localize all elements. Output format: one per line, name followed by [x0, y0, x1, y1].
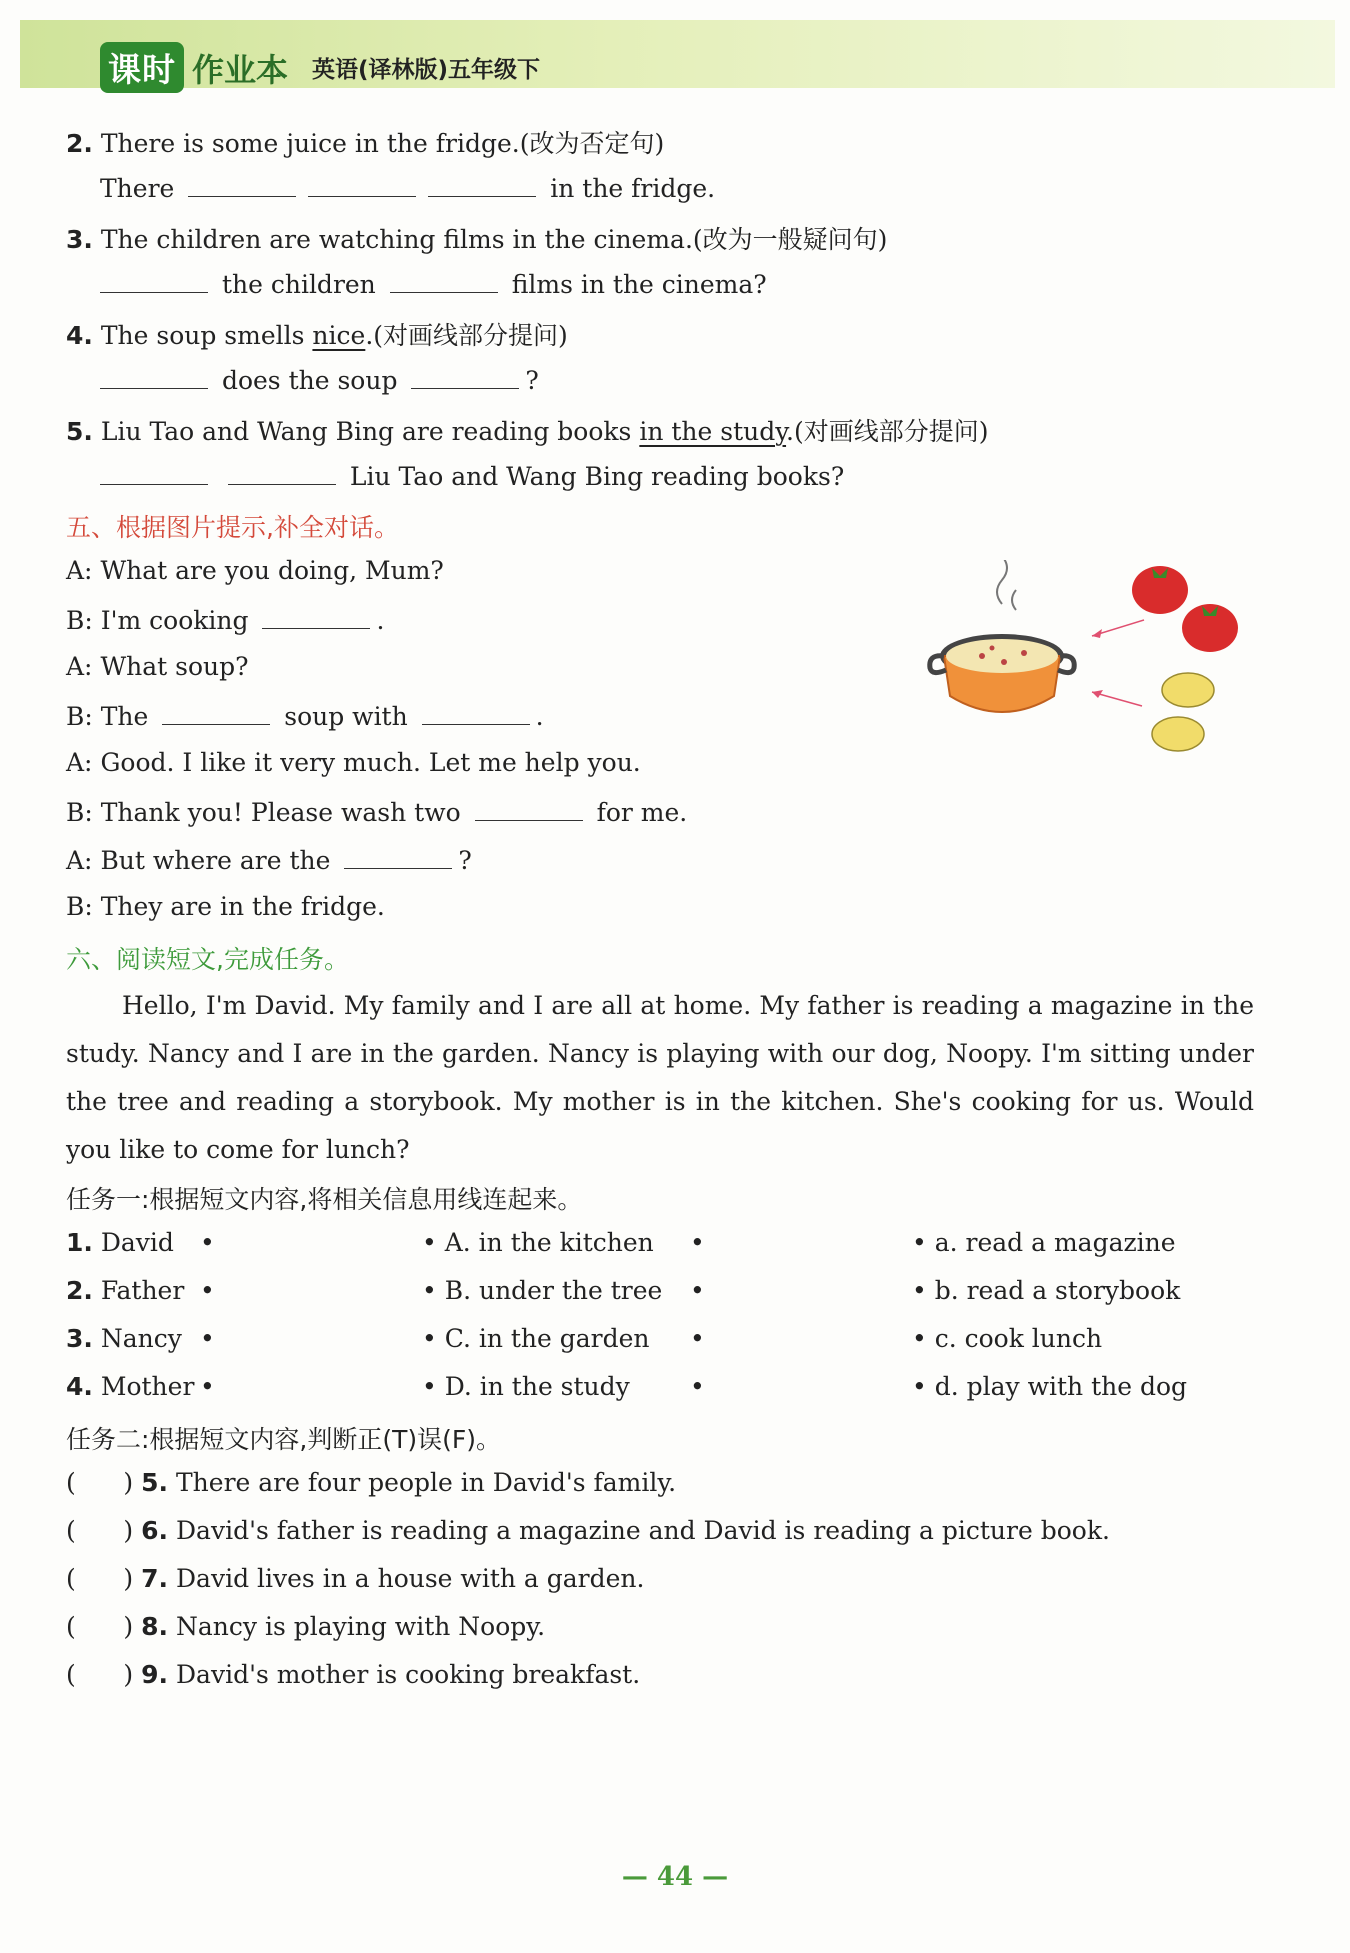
match-dot[interactable]: •: [200, 1324, 215, 1353]
dialogue-line: B: The soup with .: [66, 702, 544, 731]
brand-name: 作业本: [192, 50, 289, 89]
blank[interactable]: [390, 268, 498, 293]
blank[interactable]: [228, 460, 336, 485]
steam-icon: [997, 560, 1016, 610]
match-dot[interactable]: •: [200, 1372, 215, 1401]
question-5: 5. Liu Tao and Wang Bing are reading books in the study.(对画线部分提问): [66, 417, 989, 446]
match-dot[interactable]: •: [690, 1324, 705, 1353]
question-4: 4. The soup smells nice.(对画线部分提问): [66, 321, 568, 350]
blank[interactable]: [100, 364, 208, 389]
passage-text: Hello, I'm David. My family and I are all at home. My father is reading a magazine in the study. Nancy and I are in the garden. Nancy is playing with our dog, Noopy. I'm sitting under the tree and reading a storybook. My mother is in the kitchen. She's cooking for us. Would you like to come for lunch?: [66, 991, 1254, 1164]
arrow-icon: [1092, 620, 1144, 706]
answer-bracket[interactable]: ( ): [66, 1564, 134, 1593]
match-place[interactable]: • C. in the garden: [422, 1324, 650, 1353]
match-dot[interactable]: •: [690, 1276, 705, 1305]
blank[interactable]: [428, 172, 536, 197]
blank[interactable]: [308, 172, 416, 197]
dialogue-line: A: But where are the ?: [66, 846, 472, 875]
blank[interactable]: [262, 604, 370, 629]
potato-icon: [1152, 673, 1214, 751]
blank[interactable]: [100, 268, 208, 293]
blank[interactable]: [344, 844, 452, 869]
match-person[interactable]: 2. Father: [66, 1276, 185, 1305]
tomato-icon: [1132, 566, 1238, 652]
answer-bracket[interactable]: ( ): [66, 1516, 134, 1545]
reading-passage: [66, 982, 1254, 1174]
match-person[interactable]: 1. David: [66, 1228, 174, 1257]
tf-item: ( ) 7. David lives in a house with a garden.: [66, 1564, 645, 1593]
answer-bracket[interactable]: ( ): [66, 1612, 134, 1641]
section-6-title: 六、阅读短文,完成任务。: [66, 945, 349, 974]
match-dot[interactable]: •: [200, 1228, 215, 1257]
question-2: 2. There is some juice in the fridge.(改为否定句): [66, 129, 665, 158]
answer-bracket[interactable]: ( ): [66, 1468, 134, 1497]
dialogue-line: A: Good. I like it very much. Let me help you.: [66, 748, 641, 777]
blank[interactable]: [100, 460, 208, 485]
answer-line-3: the children films in the cinema?: [94, 268, 767, 299]
question-3: 3. The children are watching films in the cinema.(改为一般疑问句): [66, 225, 888, 254]
match-dot[interactable]: •: [690, 1228, 705, 1257]
blank[interactable]: [162, 700, 270, 725]
match-dot[interactable]: •: [690, 1372, 705, 1401]
dialogue-line: B: They are in the fridge.: [66, 892, 385, 921]
pot-icon: [930, 634, 1074, 712]
blank[interactable]: [411, 364, 519, 389]
tf-item: ( ) 5. There are four people in David's family.: [66, 1468, 677, 1497]
match-person[interactable]: 3. Nancy: [66, 1324, 182, 1353]
task-2-title: 任务二:根据短文内容,判断正(T)误(F)。: [66, 1425, 502, 1454]
dialogue-line: A: What soup?: [66, 652, 249, 681]
match-place[interactable]: • D. in the study: [422, 1372, 630, 1401]
answer-line-4: does the soup ?: [94, 364, 539, 395]
section-5-title: 五、根据图片提示,补全对话。: [66, 513, 399, 542]
match-action[interactable]: • b. read a storybook: [912, 1276, 1181, 1305]
dialogue-line: A: What are you doing, Mum?: [66, 556, 444, 585]
answer-bracket[interactable]: ( ): [66, 1660, 134, 1689]
match-action[interactable]: • d. play with the dog: [912, 1372, 1188, 1401]
blank[interactable]: [475, 796, 583, 821]
header-brand: [100, 42, 540, 93]
brand-badge: 课时: [100, 42, 184, 93]
match-action[interactable]: • a. read a magazine: [912, 1228, 1176, 1257]
soup-pot-illustration: [920, 560, 1260, 760]
task-1-title: 任务一:根据短文内容,将相关信息用线连起来。: [66, 1185, 583, 1214]
book-subtitle: 英语(译林版)五年级下: [312, 57, 541, 83]
tf-item: ( ) 9. David's mother is cooking breakfast.: [66, 1660, 641, 1689]
match-place[interactable]: • A. in the kitchen: [422, 1228, 654, 1257]
answer-line-5: Liu Tao and Wang Bing reading books?: [94, 460, 844, 491]
blank[interactable]: [422, 700, 530, 725]
match-person[interactable]: 4. Mother: [66, 1372, 195, 1401]
tf-item: ( ) 8. Nancy is playing with Noopy.: [66, 1612, 546, 1641]
blank[interactable]: [188, 172, 296, 197]
dialogue-line: B: I'm cooking .: [66, 606, 385, 635]
match-dot[interactable]: •: [200, 1276, 215, 1305]
tf-item: ( ) 6. David's father is reading a magazine and David is reading a picture book.: [66, 1516, 1110, 1545]
match-place[interactable]: • B. under the tree: [422, 1276, 663, 1305]
page-number: — 44 —: [621, 1862, 729, 1892]
answer-line-2: There in the fridge.: [100, 174, 716, 203]
dialogue-line: B: Thank you! Please wash two for me.: [66, 798, 688, 827]
match-action[interactable]: • c. cook lunch: [912, 1324, 1103, 1353]
